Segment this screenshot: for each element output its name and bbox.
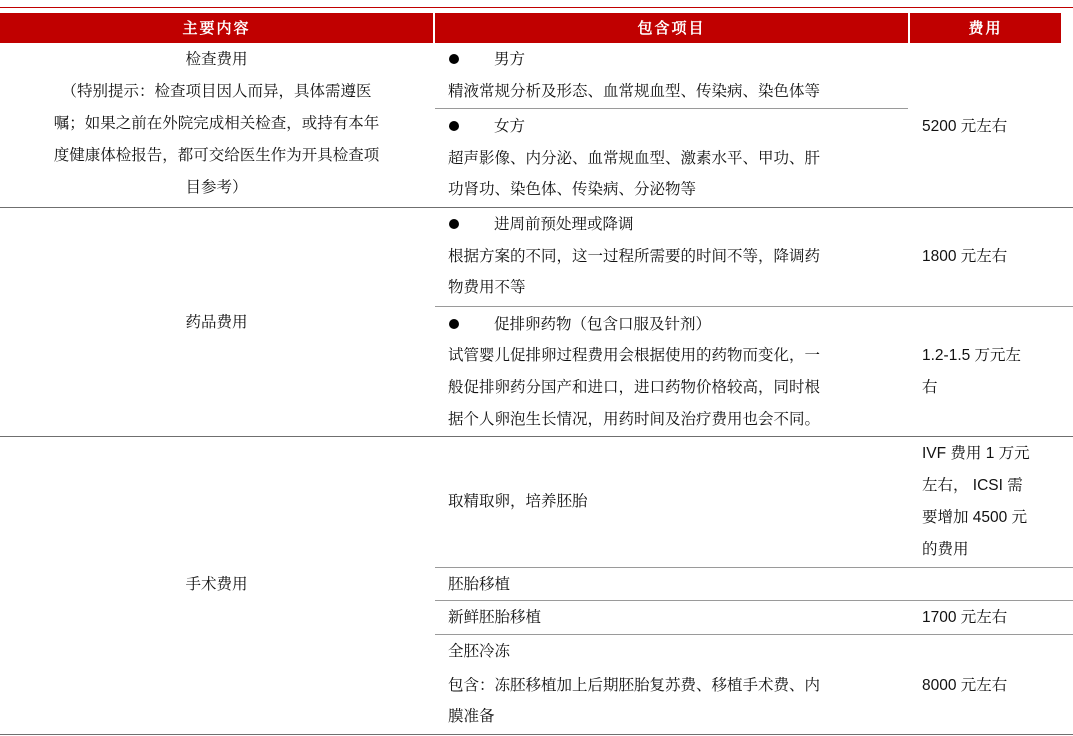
freeze-detail-line: 包含：冻胚移植加上后期胚胎复苏费、移植手术费、内 xyxy=(448,676,821,694)
top-rule xyxy=(0,7,1073,8)
bullet-icon xyxy=(449,219,459,229)
bullet-icon xyxy=(449,319,459,329)
ovulation-cost-line: 右 xyxy=(922,379,938,396)
ovulation-line: 据个人卵泡生长情况，用药时间及治疗费用也会不同。 xyxy=(448,410,821,428)
row-divider xyxy=(435,567,1073,568)
female-items-line: 超声影像、内分泌、血常规血型、激素水平、甲功、肝 xyxy=(448,149,821,167)
pre-treatment-cost: 1800 元左右 xyxy=(922,248,1008,265)
section-divider xyxy=(0,207,1073,208)
pre-treatment-label: 进周前预处理或降调 xyxy=(494,215,634,233)
exam-cost: 5200 元左右 xyxy=(922,118,1008,135)
retrieval-item: 取精取卵，培养胚胎 xyxy=(448,492,588,510)
freeze-detail-line: 膜准备 xyxy=(448,707,495,725)
bottom-rule xyxy=(0,734,1073,735)
retrieval-cost-line: 左右， ICSI 需 xyxy=(922,477,1023,494)
fresh-transfer-item: 新鲜胚胎移植 xyxy=(448,608,542,626)
header-included-items: 包含项目 xyxy=(435,13,908,43)
ovulation-line: 试管婴儿促排卵过程费用会根据使用的药物而变化，一 xyxy=(448,346,821,364)
male-items: 精液常规分析及形态、血常规血型、传染病、染色体等 xyxy=(448,82,821,100)
retrieval-cost-line: IVF 费用 1 万元 xyxy=(922,445,1030,462)
ovulation-label: 促排卵药物（包含口服及针剂） xyxy=(494,315,712,333)
exam-note-line: 目参考） xyxy=(185,178,248,196)
header-cost: 费用 xyxy=(910,13,1061,43)
retrieval-cost-line: 的费用 xyxy=(922,541,969,558)
section-divider xyxy=(0,436,1073,437)
row-divider xyxy=(435,306,1073,307)
bullet-icon xyxy=(449,54,459,64)
pre-treatment-line: 物费用不等 xyxy=(448,278,526,296)
row-divider xyxy=(435,108,908,109)
exam-note-line: 嘱；如果之前在外院完成相关检查，或持有本年 xyxy=(53,114,380,132)
retrieval-cost-line: 要增加 4500 元 xyxy=(922,509,1028,526)
female-label: 女方 xyxy=(494,117,526,135)
freeze-item: 全胚冷冻 xyxy=(448,642,511,660)
header-main-content: 主要内容 xyxy=(0,13,433,43)
transfer-item: 胚胎移植 xyxy=(448,575,511,593)
freeze-cost: 8000 元左右 xyxy=(922,677,1008,694)
pre-treatment-line: 根据方案的不同，这一过程所需要的时间不等，降调药 xyxy=(448,247,821,265)
male-label: 男方 xyxy=(494,50,526,68)
fresh-transfer-cost: 1700 元左右 xyxy=(922,609,1008,626)
drug-title: 药品费用 xyxy=(185,313,248,331)
surgery-title: 手术费用 xyxy=(185,575,248,593)
row-divider xyxy=(435,600,1073,601)
exam-title: 检查费用 xyxy=(185,50,248,68)
exam-note-line: 度健康体检报告，都可交给医生作为开具检查项 xyxy=(53,146,380,164)
exam-note-line: （特别提示：检查项目因人而异，具体需遵医 xyxy=(61,82,372,100)
row-divider xyxy=(435,634,1073,635)
ovulation-cost-line: 1.2-1.5 万元左 xyxy=(922,347,1022,364)
female-items-line: 功肾功、染色体、传染病、分泌物等 xyxy=(448,180,697,198)
bullet-icon xyxy=(449,121,459,131)
ovulation-line: 般促排卵药分国产和进口，进口药物价格较高，同时根 xyxy=(448,378,821,396)
